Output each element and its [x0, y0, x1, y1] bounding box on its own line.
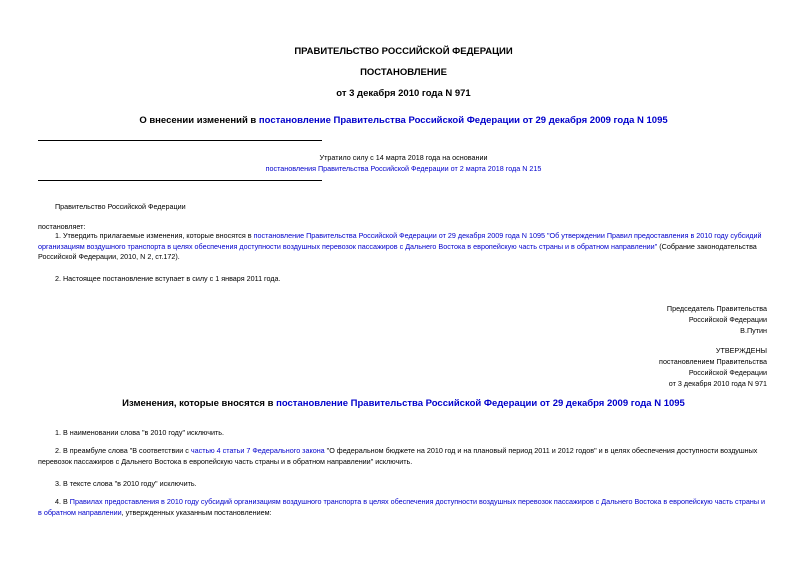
change-item-2: 2. В преамбуле слова "В соответствии с частью 4 статьи 7 Федерального закона "О федеральном бюджете на 2010 год и на плановый период 2011 и 2012 годов" и в целях обеспечения доступности воздушных перевозок пассажиров с Дальнего Востока в европейскую часть страны и в обратном направлении" исключить.: [38, 446, 758, 466]
change-item-4-link[interactable]: Правилах предоставления в 2010 году субсидий организациям воздушного транспорта в целях обеспечения доступности воздушных перевозок пассажиров с Дальнего Востока в европейскую часть страны и в обратном направлении: [38, 497, 766, 517]
government-line: Правительство Российской Федерации: [55, 202, 186, 211]
paragraph-1: 1. Утвердить прилагаемые изменения, которые вносятся в постановление Правительства Российской Федерации от 29 декабря 2009 года N 1095 "Об утверждении Правил предоставления в 2010 году субсидий организациям воздушного транспорта в целях обеспечения доступности воздушных перевозок пассажиров с Дальнего Востока в европейскую часть страны и в обратном направлении" (Собрание законодательства Российской Федерации, 2010, N 2, ст.172).: [38, 231, 762, 262]
changes-title: Изменения, которые вносятся в постановление Правительства Российской Федерации от 29 декабря 2009 года N 1095: [122, 398, 685, 409]
signature-line-2: Российской Федерации: [688, 315, 767, 324]
status-link[interactable]: постановления Правительства Российской Федерации от 2 марта 2018 года N 215: [265, 164, 542, 173]
document-type: ПОСТАНОВЛЕНИЕ: [360, 67, 447, 78]
divider-top: [38, 140, 322, 141]
title-prefix: О внесении изменений в: [139, 115, 259, 126]
paragraph-2: 2. Настоящее постановление вступает в силу с 1 января 2011 года.: [55, 274, 281, 283]
approved-line-3: Российской Федерации: [688, 368, 767, 377]
approved-line-4: от 3 декабря 2010 года N 971: [668, 379, 767, 388]
change-item-2-link[interactable]: частью 4 статьи 7 Федерального закона: [190, 446, 325, 455]
change-item-4: 4. В Правилах предоставления в 2010 году субсидий организациям воздушного транспорта в целях обеспечения доступности воздушных перевозок пассажиров с Дальнего Востока в европейскую часть страны и в обратном направлении, утвержденных указанным постановлением:: [38, 497, 766, 517]
signature-line-1: Председатель Правительства: [666, 304, 767, 313]
approved-line-2: постановлением Правительства: [659, 357, 767, 366]
decides-line: постановляет:: [38, 222, 86, 231]
government-heading: ПРАВИТЕЛЬСТВО РОССИЙСКОЙ ФЕДЕРАЦИИ: [294, 46, 513, 57]
divider-bottom: [38, 180, 322, 181]
document-date: от 3 декабря 2010 года N 971: [336, 88, 471, 99]
signature-name: В.Путин: [740, 326, 767, 335]
document-title: [0, 115, 807, 126]
title-link[interactable]: постановление Правительства Российской Федерации от 29 декабря 2009 года N 1095: [258, 115, 668, 126]
changes-title-link[interactable]: постановление Правительства Российской Федерации от 29 декабря 2009 года N 1095: [276, 398, 685, 409]
change-item-1: 1. В наименовании слова "в 2010 году" исключить.: [55, 428, 225, 437]
status-line: Утратило силу с 14 марта 2018 года на основании: [319, 153, 488, 162]
change-item-3: 3. В тексте слова "в 2010 году" исключить.: [55, 479, 197, 488]
approved-line-1: УТВЕРЖДЕНЫ: [715, 346, 767, 355]
paragraph-1-link[interactable]: постановление Правительства Российской Федерации от 29 декабря 2009 года N 1095 "Об утверждении Правил предоставления в 2010 году субсидий организациям воздушного транспорта в целях обеспечения доступности воздушных перевозок пассажиров с Дальнего Востока в европейскую часть страны и в обратном направлении": [38, 231, 762, 251]
